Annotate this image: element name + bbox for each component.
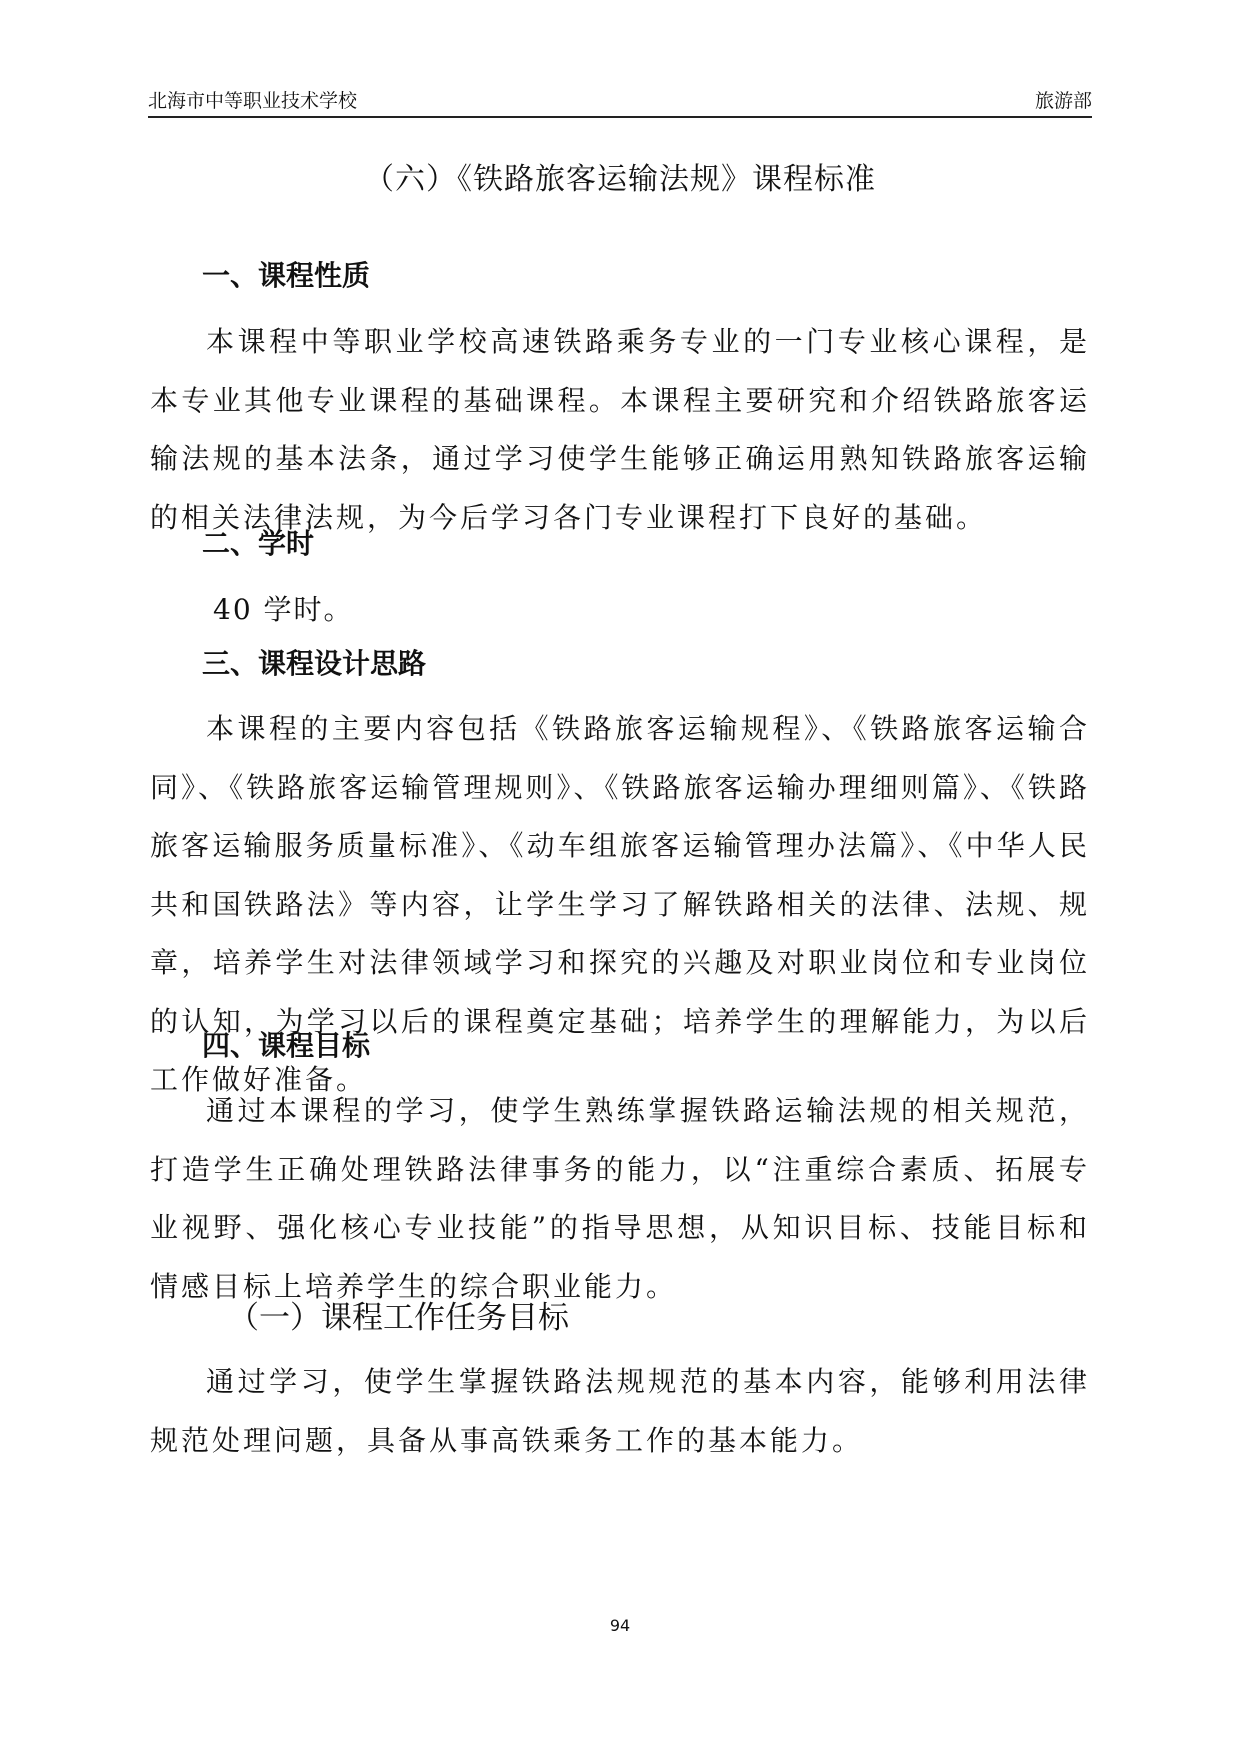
header-school-name: 北海市中等职业技术学校 — [148, 90, 358, 112]
subsection-paragraph-task-goals: 通过学习，使学生掌握铁路法规规范的基本内容，能够利用法律规范处理问题，具备从事高铁乘务工作的基本能力。 — [150, 1365, 1090, 1457]
section-heading-design-idea: 三、课程设计思路 — [202, 647, 427, 680]
page-number: 94 — [609, 1616, 631, 1635]
section-heading-hours: 二、学时 — [202, 527, 315, 560]
section-heading-course-nature: 一、课程性质 — [202, 259, 371, 292]
document-title: （六）《铁路旅客运输法规》课程标准 — [364, 162, 876, 197]
section-paragraph-course-goals: 通过本课程的学习，使学生熟练掌握铁路运输法规的相关规范，打造学生正确处理铁路法律事务的能力，以“注重综合素质、拓展专业视野、强化核心专业技能”的指导思想，从知识目标、技能目标和情感目标上培养学生的综合职业能力。 — [150, 1094, 1090, 1303]
section-paragraph-course-nature: 本课程中等职业学校高速铁路乘务专业的一门专业核心课程，是本专业其他专业课程的基础课程。本课程主要研究和介绍铁路旅客运输法规的基本法条，通过学习使学生能够正确运用熟知铁路旅客运输的相关法律法规，为今后学习各门专业课程打下良好的基础。 — [150, 325, 1090, 534]
subsection-heading-task-goals: （一）课程工作任务目标 — [228, 1300, 569, 1336]
section-paragraph-design-idea: 本课程的主要内容包括《铁路旅客运输规程》、《铁路旅客运输合同》、《铁路旅客运输管理规则》、《铁路旅客运输办理细则篇》、《铁路旅客运输服务质量标准》、《动车组旅客运输管理办法篇》、《中华人民共和国铁路法》等内容，让学生学习了解铁路相关的法律、法规、规章，培养学生对法律领域学习和探究的兴趣及对职业岗位和专业岗位的认知，为学习以后的课程奠定基础；培养学生的理解能力，为以后工作做好准备。 — [150, 712, 1090, 1096]
section-paragraph-hours: 40 学时。 — [213, 593, 354, 626]
page-header — [148, 86, 1092, 118]
header-department: 旅游部 — [1034, 90, 1092, 112]
section-heading-course-goals: 四、课程目标 — [202, 1029, 371, 1062]
